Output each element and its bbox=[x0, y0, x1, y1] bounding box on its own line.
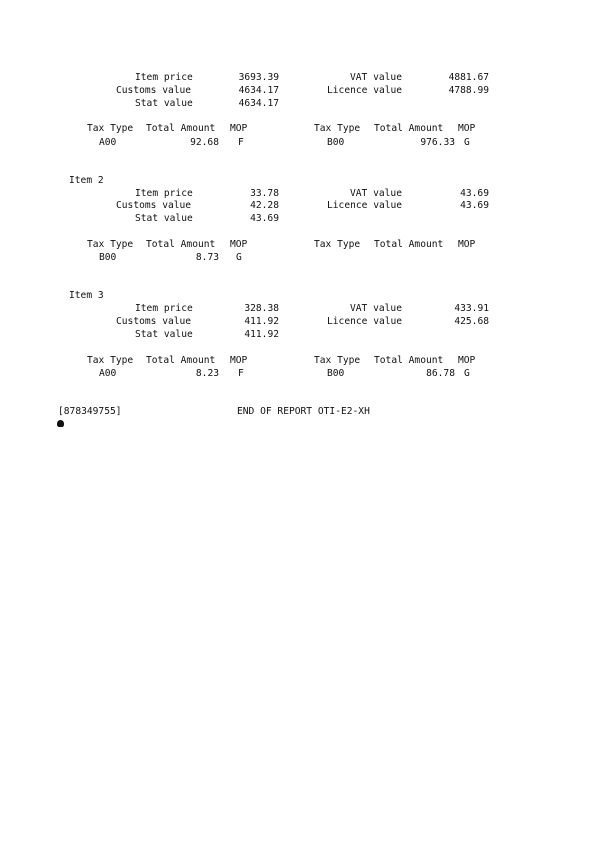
customs-value-label: Customs value bbox=[116, 85, 192, 96]
mop-header: MOP bbox=[458, 239, 476, 250]
stat-value-amount: 4634.17 bbox=[238, 98, 279, 109]
vat-value-label: VAT value bbox=[350, 72, 402, 83]
mop-header: MOP bbox=[458, 355, 476, 366]
licence-value-amount: 425.68 bbox=[454, 316, 489, 327]
mop-cell: G bbox=[464, 137, 470, 148]
total-amount-cell: 8.73 bbox=[195, 252, 219, 263]
mop-header: MOP bbox=[230, 239, 248, 250]
item-price-value: 328.38 bbox=[244, 303, 279, 314]
total-amount-header: Total Amount bbox=[374, 123, 444, 134]
stat-value-label: Stat value bbox=[135, 213, 193, 224]
mop-cell: F bbox=[238, 137, 244, 148]
tax-type-header: Tax Type bbox=[87, 239, 134, 250]
tax-type-header: Tax Type bbox=[314, 239, 361, 250]
tax-type-header: Tax Type bbox=[314, 123, 361, 134]
mop-header: MOP bbox=[230, 123, 248, 134]
vat-value-label: VAT value bbox=[350, 303, 402, 314]
item-2-title: Item 2 bbox=[69, 175, 104, 186]
licence-value-label: Licence value bbox=[327, 316, 403, 327]
item-3-title: Item 3 bbox=[69, 290, 104, 301]
total-amount-header: Total Amount bbox=[146, 123, 216, 134]
tax-type-cell: B00 bbox=[327, 137, 345, 148]
vat-value-amount: 43.69 bbox=[460, 188, 489, 199]
stat-value-label: Stat value bbox=[135, 329, 193, 340]
customs-value-label: Customs value bbox=[116, 316, 192, 327]
tax-type-header: Tax Type bbox=[87, 355, 134, 366]
item-price-value: 33.78 bbox=[250, 188, 279, 199]
item-price-value: 3693.39 bbox=[238, 72, 279, 83]
stat-value-amount: 43.69 bbox=[250, 213, 279, 224]
vat-value-amount: 4881.67 bbox=[448, 72, 489, 83]
mop-cell: G bbox=[236, 252, 242, 263]
total-amount-cell: 8.23 bbox=[195, 368, 219, 379]
mop-cell: G bbox=[464, 368, 470, 379]
customs-value-amount: 411.92 bbox=[244, 316, 279, 327]
licence-value-label: Licence value bbox=[327, 85, 403, 96]
total-amount-cell: 92.68 bbox=[190, 137, 219, 148]
mop-header: MOP bbox=[230, 355, 248, 366]
tax-type-cell: A00 bbox=[99, 137, 117, 148]
customs-value-amount: 42.28 bbox=[250, 200, 279, 211]
total-amount-header: Total Amount bbox=[146, 355, 216, 366]
customs-value-label: Customs value bbox=[116, 200, 192, 211]
vat-value-label: VAT value bbox=[350, 188, 402, 199]
licence-value-amount: 43.69 bbox=[460, 200, 489, 211]
item-price-label: Item price bbox=[135, 72, 193, 83]
tax-type-cell: A00 bbox=[99, 368, 117, 379]
item-price-label: Item price bbox=[135, 303, 193, 314]
bullet-mark-icon bbox=[57, 420, 64, 427]
licence-value-label: Licence value bbox=[327, 200, 403, 211]
tax-type-header: Tax Type bbox=[87, 123, 134, 134]
vat-value-amount: 433.91 bbox=[454, 303, 489, 314]
total-amount-cell: 976.33 bbox=[420, 137, 455, 148]
tax-type-cell: B00 bbox=[99, 252, 117, 263]
mop-cell: F bbox=[238, 368, 244, 379]
stat-value-label: Stat value bbox=[135, 98, 193, 109]
total-amount-header: Total Amount bbox=[146, 239, 216, 250]
tax-type-cell: B00 bbox=[327, 368, 345, 379]
customs-value-amount: 4634.17 bbox=[238, 85, 279, 96]
end-of-report-text: END OF REPORT OTI-E2-XH bbox=[237, 406, 370, 417]
total-amount-cell: 86.78 bbox=[426, 368, 455, 379]
licence-value-amount: 4788.99 bbox=[448, 85, 489, 96]
item-price-label: Item price bbox=[135, 188, 193, 199]
tax-type-header: Tax Type bbox=[314, 355, 361, 366]
report-id: [878349755] bbox=[58, 406, 122, 417]
total-amount-header: Total Amount bbox=[374, 239, 444, 250]
total-amount-header: Total Amount bbox=[374, 355, 444, 366]
stat-value-amount: 411.92 bbox=[244, 329, 279, 340]
mop-header: MOP bbox=[458, 123, 476, 134]
